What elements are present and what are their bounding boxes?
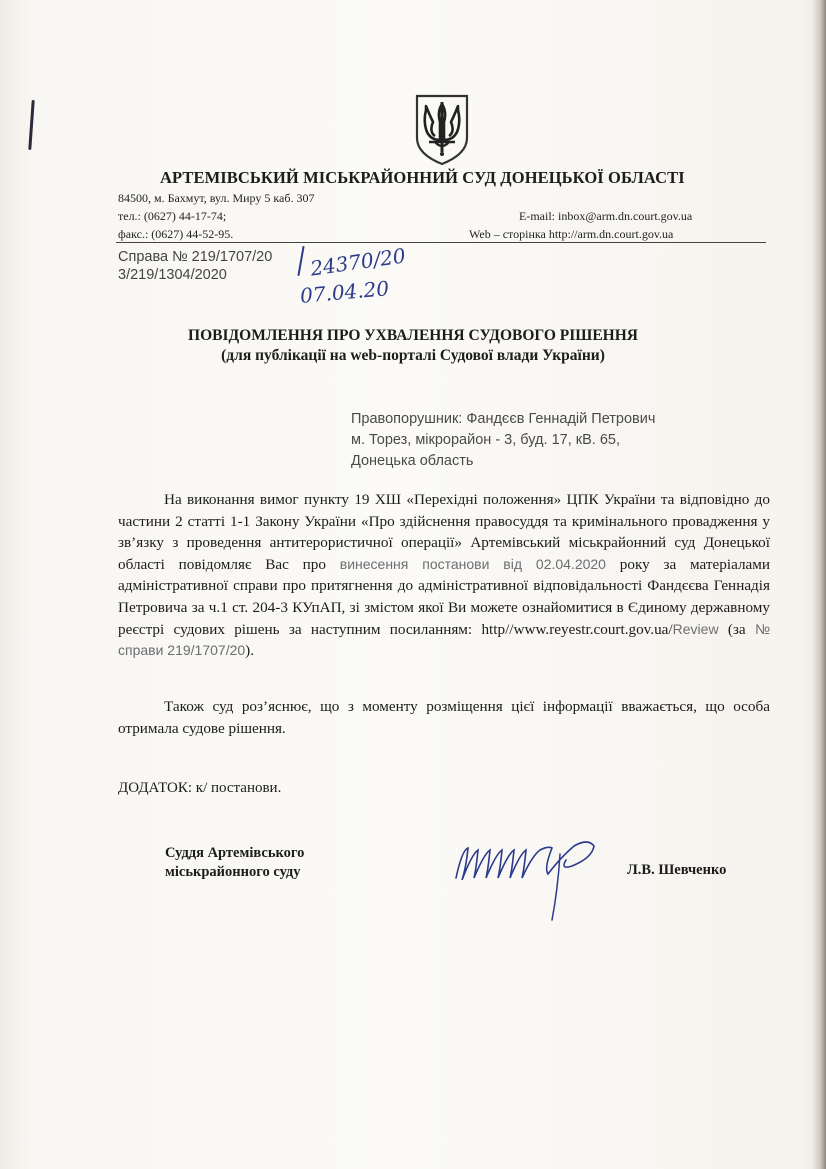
judge-position-line1: Суддя Артемівського <box>165 845 305 861</box>
margin-pen-mark <box>28 100 34 150</box>
handwritten-reg-number: 24370/20 <box>308 243 408 281</box>
appendix-line: ДОДАТОК: к/ постанови. <box>118 780 282 796</box>
document-title: ПОВІДОМЛЕННЯ ПРО УХВАЛЕННЯ СУДОВОГО РІШЕННЯ <box>188 327 638 344</box>
recipient-address: м. Торез, мікрорайон - 3, буд. 17, кВ. 65, <box>351 432 620 448</box>
notice-paragraph-2: Також суд роз’яснює, що з моменту розміщення цієї інформації вважається, що особа отримала судове рішення. <box>118 698 770 737</box>
para1-text-b: року за матеріалами адміністративної справи про притягнення до адміністративної відповідальності Фандєєва Геннадія Петровича за ч.1 ст. 204-3 КУпАП, зі змістом якої Ви можете ознайомитися в Єдиному державному реєстрі судових рішень за наступним посиланням: http//www.reyestr.court.gov.ua/ <box>118 555 771 638</box>
header-divider <box>116 242 766 243</box>
para1-ruling-date: винесення постанови від 02.04.2020 <box>339 555 606 572</box>
court-email: E-mail: inbox@arm.dn.court.gov.ua <box>519 209 693 223</box>
judge-name: Л.В. Шевченко <box>627 862 727 878</box>
notice-paragraph-1 <box>118 489 770 662</box>
para1-text-a: На виконання вимог пункту 19 ХШ «Перехідні положення» ЦПК України та відповідно до частини 2 статті 1-1 Закону України «Про здійснення правосуддя та кримінального провадження у зв’язку з проведення антитерористичної операції» Артемівський міськрайонний суд Донецької області повідомляє Вас про <box>118 491 770 573</box>
handwritten-reg-date: 07.04.20 <box>299 276 390 308</box>
court-website: Web – сторінка http://arm.dn.court.gov.ua <box>469 227 674 241</box>
trident-emblem-icon <box>413 92 471 166</box>
para1-text-c: (за <box>718 620 755 638</box>
recipient-name: Правопорушник: Фандєєв Геннадій Петрович <box>351 411 656 427</box>
court-name: АРТЕМІВСЬКИЙ МІСЬКРАЙОННИЙ СУД ДОНЕЦЬКОЇ ОБЛАСТІ <box>160 168 685 187</box>
para1-text-d: ). <box>245 642 255 660</box>
court-phone: тел.: (0627) 44-17-74; <box>118 209 227 223</box>
document-subtitle: (для публікації на web-порталі Судової влади України) <box>221 347 605 364</box>
page-edge-shadow <box>812 0 826 1169</box>
handwritten-stroke <box>297 246 304 276</box>
para1-link-review: Review <box>672 620 719 637</box>
para1-case-ref: № справи 219/1707/20 <box>118 620 770 659</box>
judge-position-line2: міськрайонного суду <box>165 864 301 880</box>
recipient-region: Донецька область <box>351 453 474 469</box>
court-address: 84500, м. Бахмут, вул. Миру 5 каб. 307 <box>118 191 315 205</box>
court-fax: факс.: (0627) 44-52-95. <box>118 227 234 241</box>
case-sub-number: 3/219/1304/2020 <box>118 267 227 283</box>
case-number: Справа № 219/1707/20 <box>118 249 273 265</box>
handwritten-signature <box>448 828 628 923</box>
